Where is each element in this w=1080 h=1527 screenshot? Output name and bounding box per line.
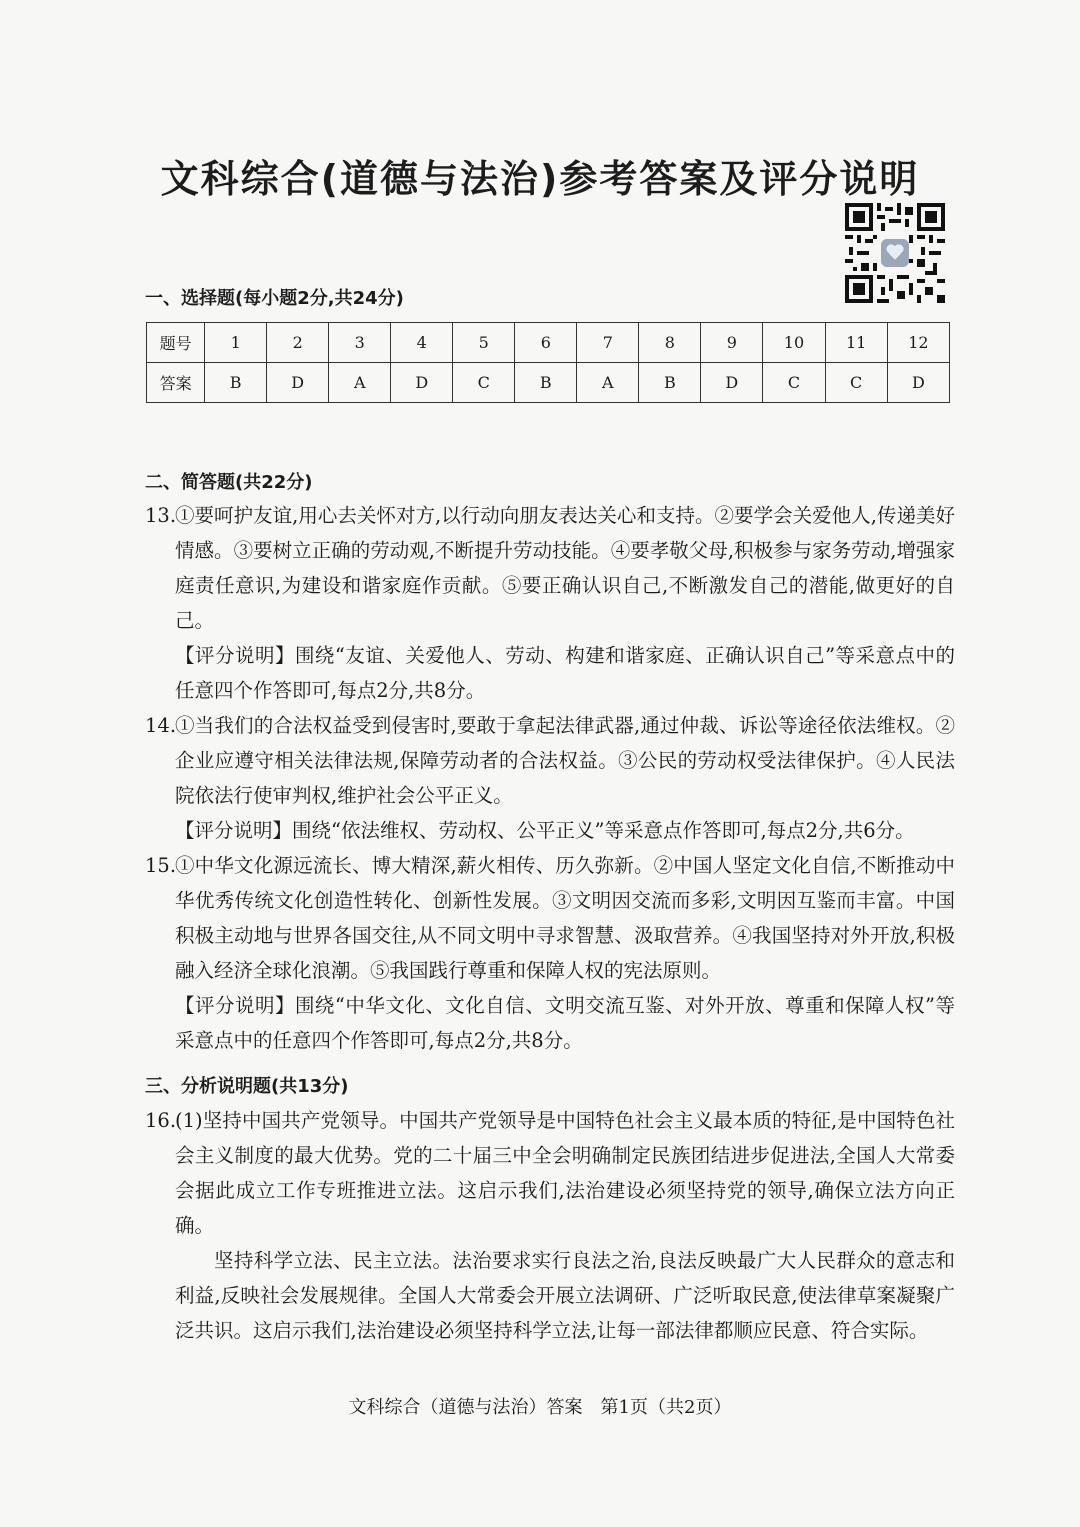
answer-cell: C <box>763 363 825 403</box>
answer-cell: D <box>887 363 949 403</box>
section-heading-choice: 一、选择题(每小题2分,共24分) <box>145 288 404 309</box>
question-16 <box>145 1103 955 1243</box>
scoring-note-tag: 【评分说明】 <box>175 819 293 842</box>
answer-cell: D <box>701 363 763 403</box>
question-15-answer: ①中华文化源远流长、博大精深,薪火相传、历久弥新。②中国人坚定文化自信,不断推动中华优秀传统文化创造性转化、创新性发展。③文明因交流而多彩,文明因互鉴而丰富。中国积极主动地与世界各国交往,从不同文明中寻求智慧、汲取营养。④我国坚持对外开放,积极融入经济全球化浪潮。⑤我国践行尊重和保障人权的宪法原则。 <box>175 854 955 982</box>
section-heading-short-answer: 二、简答题(共22分) <box>145 472 313 493</box>
question-15 <box>145 848 955 988</box>
answer-table <box>146 322 950 403</box>
scoring-note-text: 围绕“友谊、关爱他人、劳动、构建和谐家庭、正确认识自己”等采意点中的任意四个作答即可,每点2分,共8分。 <box>175 644 955 702</box>
scoring-note-13 <box>145 638 955 708</box>
question-number: 7 <box>577 323 639 363</box>
question-number-16: 16. <box>145 1109 177 1132</box>
question-14-answer: ①当我们的合法权益受到侵害时,要敢于拿起法律武器,通过仲裁、诉讼等途径依法维权。②企业应遵守相关法律法规,保障劳动者的合法权益。③公民的劳动权受法律保护。④人民法院依法行使审判权,维护社会公平正义。 <box>175 714 955 807</box>
answer-cell: C <box>825 363 887 403</box>
scoring-note-text: 围绕“依法维权、劳动权、公平正义”等采意点作答即可,每点2分,共6分。 <box>292 819 915 842</box>
answer-cell: B <box>639 363 701 403</box>
answer-cell: B <box>515 363 577 403</box>
scoring-note-tag: 【评分说明】 <box>175 644 295 667</box>
question-number: 6 <box>515 323 577 363</box>
answer-cell: C <box>453 363 515 403</box>
section-heading-analysis: 三、分析说明题(共13分) <box>145 1076 349 1097</box>
answer-cell: A <box>329 363 391 403</box>
page-footer: 文科综合（道德与法治）答案 第1页（共2页） <box>348 1397 732 1418</box>
answer-cell: B <box>205 363 267 403</box>
question-number: 9 <box>701 323 763 363</box>
question-13-answer: ①要呵护友谊,用心去关怀对方,以行动向朋友表达关心和支持。②要学会关爱他人,传递美好情感。③要树立正确的劳动观,不断提升劳动技能。④要孝敬父母,积极参与家务劳动,增强家庭责任意识,为建设和谐家庭作贡献。⑤要正确认识自己,不断激发自己的潜能,做更好的自己。 <box>175 504 955 632</box>
scoring-note-tag: 【评分说明】 <box>175 994 295 1017</box>
scoring-note-15 <box>145 988 955 1058</box>
question-number: 11 <box>825 323 887 363</box>
answer-cell: A <box>577 363 639 403</box>
question-number: 1 <box>205 323 267 363</box>
question-number-14: 14. <box>145 714 177 737</box>
question-number: 10 <box>763 323 825 363</box>
question-number-15: 15. <box>145 854 177 877</box>
table-row-answers <box>147 363 950 403</box>
question-number: 4 <box>391 323 453 363</box>
answer-cell: D <box>391 363 453 403</box>
question-number: 12 <box>887 323 949 363</box>
table-row-question-numbers <box>147 323 950 363</box>
analysis-block <box>145 1103 955 1348</box>
question-number: 3 <box>329 323 391 363</box>
question-number: 8 <box>639 323 701 363</box>
scoring-note-14 <box>145 813 955 848</box>
question-16-part2: 坚持科学立法、民主立法。法治要求实行良法之治,良法反映最广大人民群众的意志和利益,反映社会发展规律。全国人大常委会开展立法调研、广泛听取民意,使法律草案凝聚广泛共识。这启示我们,法治建设必须坚持科学立法,让每一部法律都顺应民意、符合实际。 <box>175 1249 955 1342</box>
page-title: 文科综合(道德与法治)参考答案及评分说明 <box>160 157 920 201</box>
answer-cell: D <box>267 363 329 403</box>
question-14 <box>145 708 955 813</box>
question-number: 5 <box>453 323 515 363</box>
short-answer-block <box>145 498 955 1058</box>
scoring-note-text: 围绕“中华文化、文化自信、文明交流互鉴、对外开放、尊重和保障人权”等采意点中的任意四个作答即可,每点2分,共8分。 <box>175 994 955 1052</box>
question-16-part1: (1)坚持中国共产党领导。中国共产党领导是中国特色社会主义最本质的特征,是中国特色社会主义制度的最大优势。党的二十届三中全会明确制定民族团结进步促进法,全国人大常委会据此成立工作专班推进立法。这启示我们,法治建设必须坚持党的领导,确保立法方向正确。 <box>175 1109 955 1237</box>
row-label-number: 题号 <box>147 323 205 363</box>
qr-code-icon <box>845 203 945 303</box>
question-number: 2 <box>267 323 329 363</box>
question-13 <box>145 498 955 638</box>
question-number-13: 13. <box>145 504 177 527</box>
row-label-answer: 答案 <box>147 363 205 403</box>
